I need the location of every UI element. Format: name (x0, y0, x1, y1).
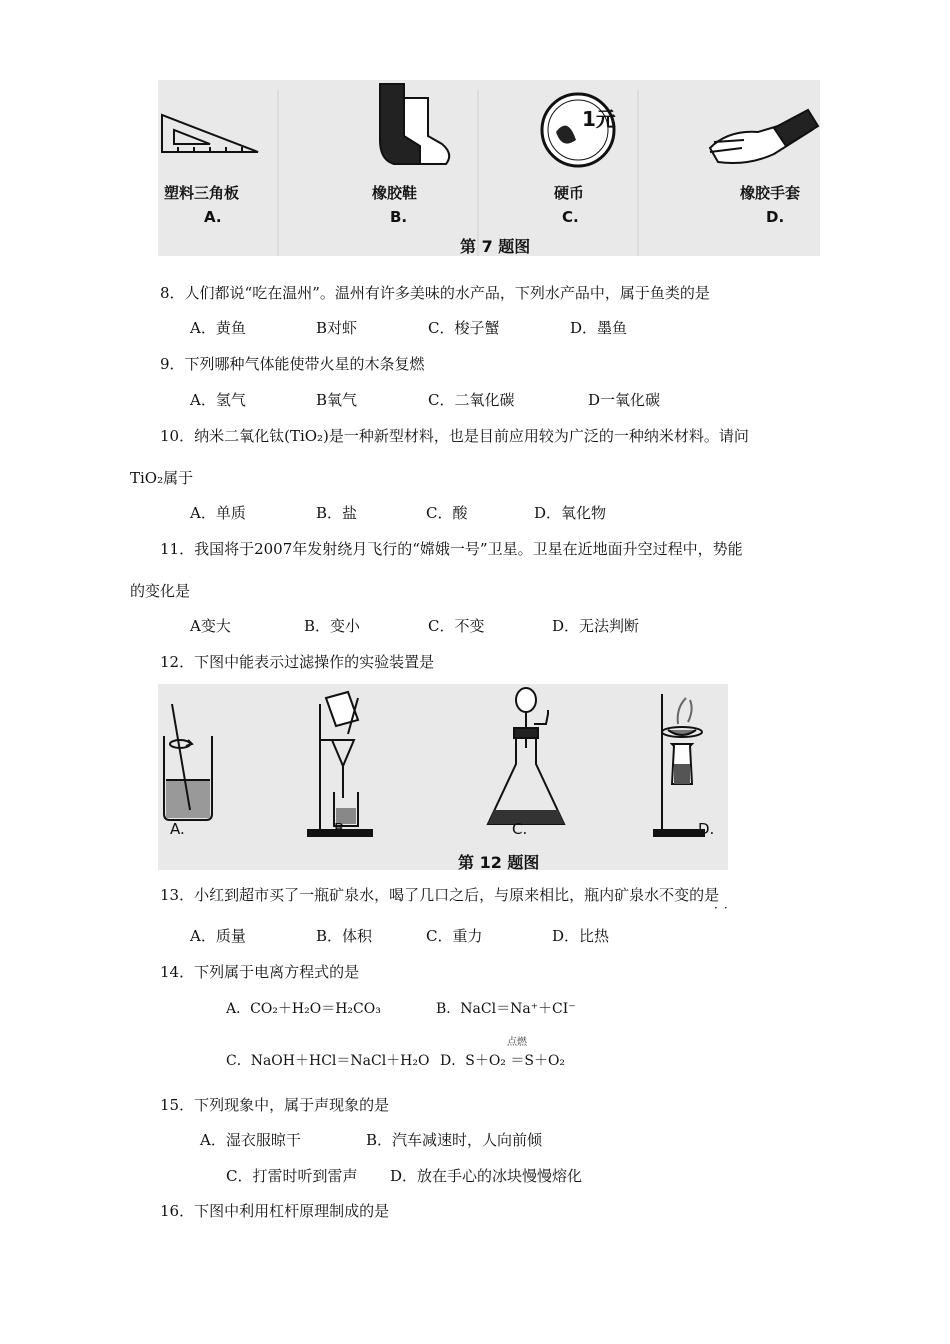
q15-option-b: B．汽车减速时，人向前倾 (366, 1131, 543, 1149)
q11-option-b: B．变小 (304, 617, 361, 635)
figure-q12 (158, 684, 728, 870)
q13-emphasis-dots: ·· (714, 901, 734, 915)
q14-option-a: A．CO₂＋H₂O＝H₂CO₃ (226, 1001, 381, 1017)
figure-q7 (158, 80, 820, 256)
q10-stem-line1: 10．纳米二氧化钛(TiO₂)是一种新型材料，也是目前应用较为广泛的一种纳米材料。请问 (160, 427, 749, 445)
q9-option-a: A．氢气 (190, 391, 246, 409)
q8-stem: 8．人们都说“吃在温州”。温州有许多美味的水产品，下列水产品中，属于鱼类的是 (160, 284, 710, 302)
fig7-item-a-name: 塑料三角板 (164, 184, 240, 202)
fig12-letter-d: D. (698, 820, 715, 838)
q10-option-c: C．酸 (426, 504, 468, 522)
coin-icon (542, 94, 616, 166)
fig12-letter-b: B. (334, 820, 350, 838)
q16-stem: 16．下图中利用杠杆原理制成的是 (160, 1202, 390, 1220)
beaker-stirring-icon (164, 704, 212, 820)
figure-q12-drawing (158, 684, 728, 870)
rubber-glove-icon (710, 110, 818, 163)
fig7-item-b-name: 橡胶鞋 (372, 184, 418, 202)
evaporation-setup-icon (654, 694, 704, 836)
q13-option-b: B．体积 (316, 927, 373, 945)
q15-option-d: D．放在手心的冰块慢慢熔化 (390, 1167, 583, 1185)
q14-option-d: D．S＋O₂ ＝S＋O₂ (440, 1053, 566, 1069)
q11-option-d: D．无法判断 (552, 617, 640, 635)
fig7-item-d-name: 橡胶手套 (740, 184, 801, 202)
fig12-caption: 第 12 题图 (458, 853, 540, 870)
q11-option-c: C．不变 (428, 617, 485, 635)
fig7-item-c-letter: C. (562, 208, 579, 226)
fig12-letter-c: C. (512, 820, 528, 838)
q11-stem-line1: 11．我国将于2007年发射绕月飞行的“嫦娥一号”卫星。卫星在近地面升空过程中，势能 (160, 540, 743, 558)
q13-stem: 13．小红到超市买了一瓶矿泉水，喝了几口之后，与原来相比，瓶内矿泉水不变的是 (160, 886, 720, 904)
q14-option-c: C．NaOH＋HCl＝NaCl＋H₂O (226, 1053, 430, 1069)
q14-condition: 点燃 (507, 1037, 527, 1048)
q8-option-d: D．墨鱼 (570, 319, 628, 337)
q8-option-a: A．黄鱼 (190, 319, 246, 337)
q13-option-d: D．比热 (552, 927, 610, 945)
q11-option-a: A变大 (190, 617, 231, 635)
rubber-boots-icon (380, 84, 449, 164)
q8-option-c: C．梭子蟹 (428, 319, 500, 337)
q9-option-d: D一氧化碳 (588, 391, 661, 409)
q14-stem: 14．下列属于电离方程式的是 (160, 963, 360, 981)
fig7-item-d-letter: D. (766, 208, 785, 226)
q14-option-b: B．NaCl＝Na⁺＋CI⁻ (436, 1001, 576, 1017)
conical-flask-icon (488, 688, 564, 824)
q10-option-a: A．单质 (190, 504, 246, 522)
q15-option-c: C．打雷时听到雷声 (226, 1167, 358, 1185)
fig7-item-c-name: 硬币 (554, 184, 585, 202)
q10-option-b: B．盐 (316, 504, 358, 522)
q13-option-a: A．质量 (190, 927, 246, 945)
q11-stem-line2: 的变化是 (130, 582, 191, 600)
fig12-letter-a: A. (170, 820, 185, 838)
q13-option-c: C．重力 (426, 927, 483, 945)
q15-stem: 15．下列现象中，属于声现象的是 (160, 1096, 390, 1114)
q15-option-a: A．湿衣服晾干 (200, 1131, 301, 1149)
q9-option-b: B氧气 (316, 391, 358, 409)
fig7-caption: 第 7 题图 (460, 237, 531, 256)
q10-stem-line2: TiO₂属于 (130, 469, 194, 487)
q12-stem: 12．下图中能表示过滤操作的实验装置是 (160, 653, 435, 671)
figure-q7-drawing (158, 80, 820, 256)
q9-option-c: C．二氧化碳 (428, 391, 515, 409)
q10-option-d: D．氧化物 (534, 504, 607, 522)
fig7-item-a-letter: A. (204, 208, 222, 226)
q8-option-b: B对虾 (316, 319, 358, 337)
q9-stem: 9．下列哪种气体能使带火星的木条复燃 (160, 355, 425, 373)
fig7-item-b-letter: B. (390, 208, 408, 226)
coin-text: 1元 (582, 107, 616, 131)
filtration-setup-icon (308, 692, 372, 836)
triangle-ruler-icon (162, 115, 258, 152)
